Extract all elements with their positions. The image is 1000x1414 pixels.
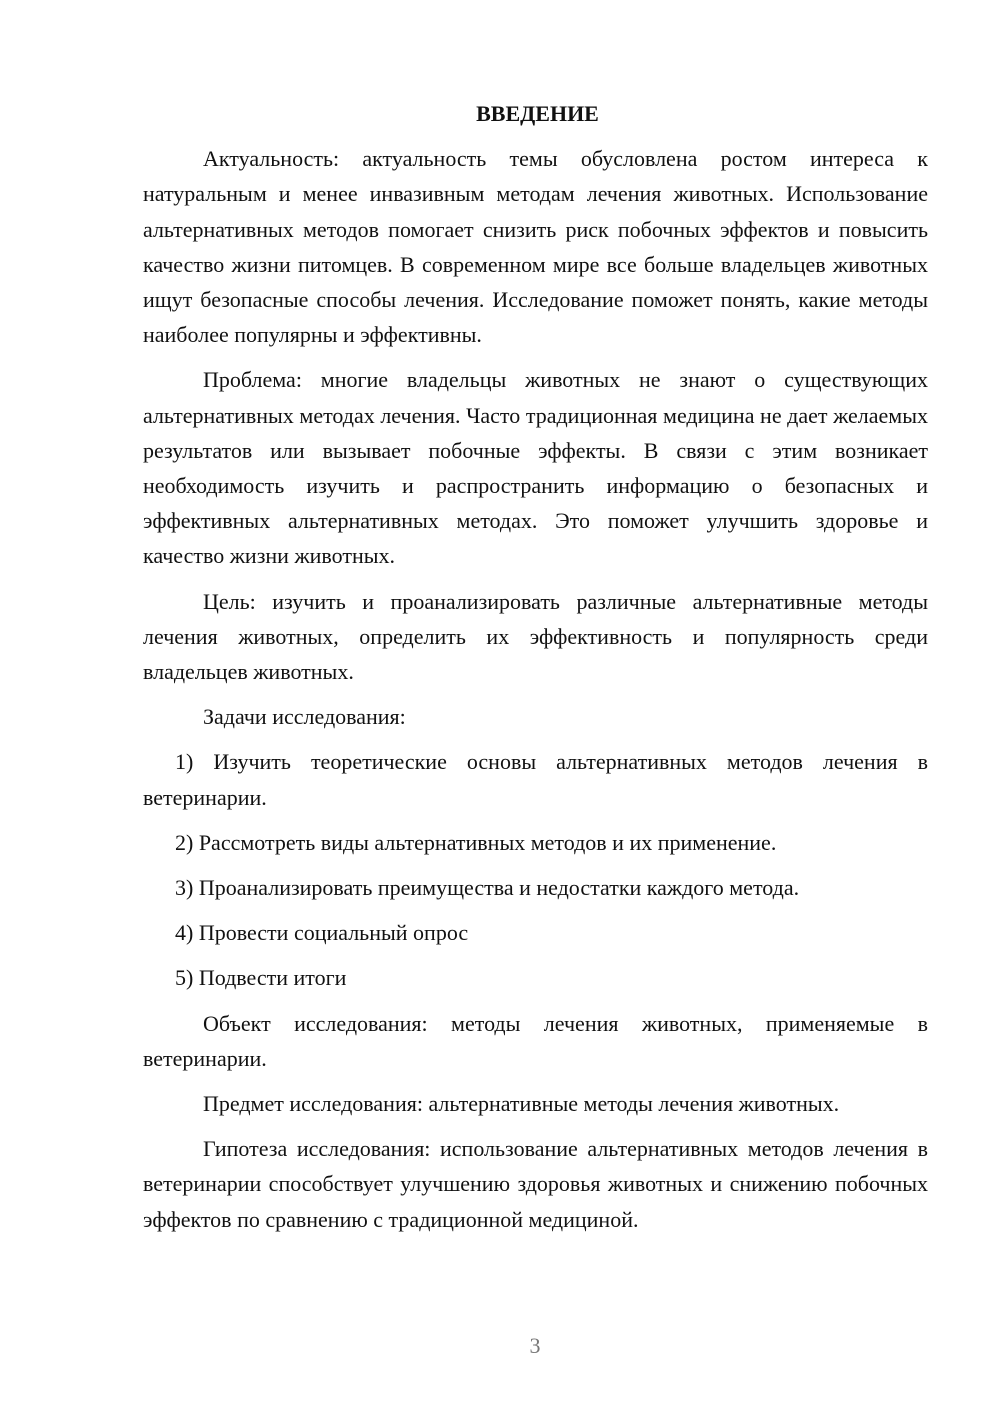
goal-paragraph: Цель: изучить и проанализировать различные альтернативные методы лечения животных, определить их эффективность и популярность среди владельцев животных. [143, 588, 928, 685]
relevance-paragraph: Актуальность: актуальность темы обусловлена ростом интереса к натуральным и менее инвазивным методам лечения животных. Использование альтернативных методов помогает снизить риск побочных эффектов и повысить качество жизни питомцев. В современном мире все больше владельцев животных ищут безопасные способы лечения. Исследование поможет понять, какие методы наиболее популярны и эффективны. [143, 146, 928, 348]
subject-paragraph: Предмет исследования: альтернативные методы лечения животных. [203, 1091, 840, 1117]
task-item: 4) Провести социальный опрос [175, 920, 469, 946]
tasks-heading: Задачи исследования: [203, 704, 406, 730]
task-item: 3) Проанализировать преимущества и недостатки каждого метода. [175, 875, 800, 901]
task-item: 1) Изучить теоретические основы альтернативных методов лечения в ветеринарии. [143, 749, 928, 810]
task-item: 5) Подвести итоги [175, 965, 347, 991]
task-item: 2) Рассмотреть виды альтернативных методов и их применение. [175, 829, 777, 855]
page-number: 3 [529, 1333, 541, 1358]
hypothesis-paragraph: Гипотеза исследования: использование альтернативных методов лечения в ветеринарии способствует улучшению здоровья животных и снижению побочных эффектов по сравнению с традиционной медициной. [143, 1136, 928, 1232]
document-page [143, 96, 928, 1247]
object-paragraph: Объект исследования: методы лечения животных, применяемые в ветеринарии. [143, 1010, 928, 1071]
problem-paragraph: Проблема: многие владельцы животных не знают о существующих альтернативных методах лечения. Часто традиционная медицина не дает желаемых результатов или вызывает побочные эффекты. В связи с этим возникает необходимость изучить и распространить информацию о безопасных и эффективных альтернативных методах. Это поможет улучшить здоровье и качество жизни животных. [143, 367, 928, 569]
document-title: ВВЕДЕНИЕ [476, 101, 599, 126]
